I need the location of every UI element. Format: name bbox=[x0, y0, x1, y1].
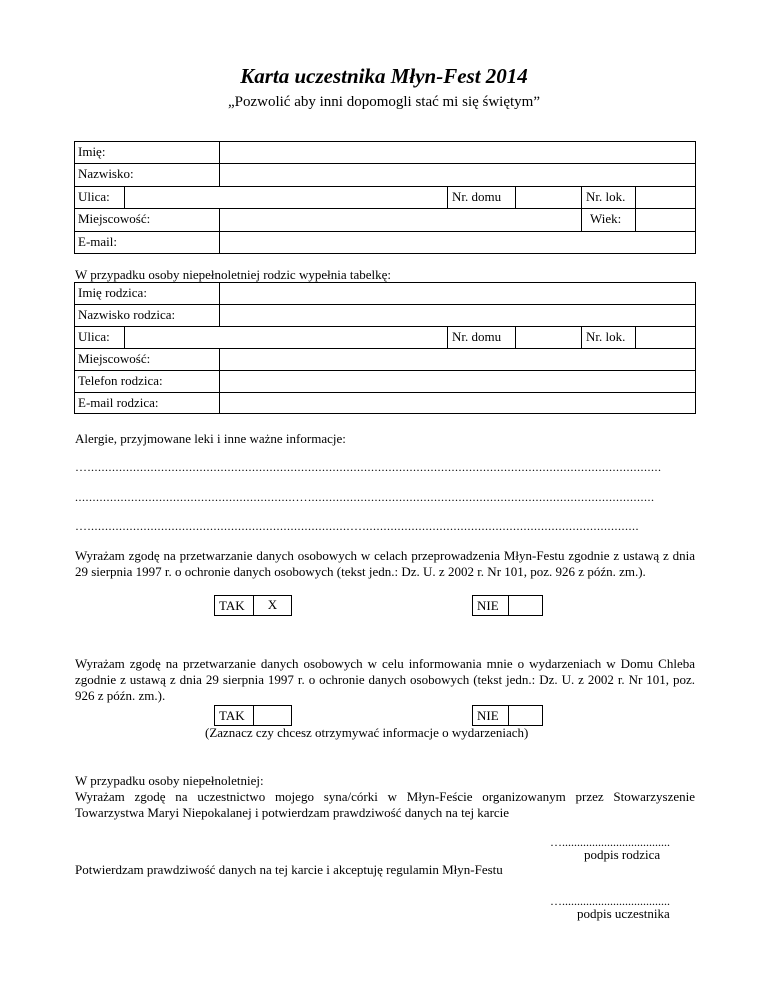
participant-signature-line[interactable]: ….................................... bbox=[550, 894, 670, 908]
page-title: Karta uczestnika Młyn-Fest 2014 bbox=[240, 64, 528, 88]
allergies-label: Alergie, przyjmowane leki i inne ważne informacje: bbox=[75, 431, 346, 446]
house-number-label: Nr. domu bbox=[452, 189, 502, 204]
participant-confirm-text: Potwierdzam prawdziwość danych na tej karcie i akceptuję regulamin Młyn-Festu bbox=[75, 862, 503, 877]
allergies-line-2[interactable]: ...............................................................…................................................................................................... bbox=[75, 490, 655, 504]
participant-signature-label: podpis uczestnika bbox=[577, 906, 670, 921]
minor-consent-heading: W przypadku osoby niepełnoletniej: bbox=[75, 773, 264, 788]
parent-signature-label: podpis rodzica bbox=[584, 847, 661, 862]
allergies-line-3[interactable]: …...........................................................................…............................................................................... bbox=[75, 519, 639, 533]
parent-first-name-label: Imię rodzica: bbox=[78, 285, 147, 300]
consent-2-yes-label: TAK bbox=[219, 708, 245, 723]
consent-2-note: (Zaznacz czy chcesz otrzymywać informacje o wydarzeniach) bbox=[205, 725, 529, 740]
parent-street-label: Ulica: bbox=[78, 329, 110, 344]
parent-house-number-label: Nr. domu bbox=[452, 329, 502, 344]
parent-city-label: Miejscowość: bbox=[78, 351, 151, 366]
city-label: Miejscowość: bbox=[78, 211, 151, 226]
consent-2-no-label: NIE bbox=[477, 708, 499, 723]
parent-apartment-number-label: Nr. lok. bbox=[586, 329, 626, 344]
parent-table-intro: W przypadku osoby niepełnoletniej rodzic wypełnia tabelkę: bbox=[75, 267, 391, 282]
first-name-label: Imię: bbox=[78, 144, 106, 159]
minor-consent-text: Wyrażam zgodę na uczestnictwo mojego syna/córki w Młyn-Feście organizowanym przez Stowarzyszenie Towarzystwa Maryi Niepokalanej i potwierdzam prawdziwość danych na tej karcie bbox=[75, 789, 695, 820]
parent-signature-line[interactable]: ….................................... bbox=[550, 835, 670, 849]
page-subtitle: „Pozwolić aby inni dopomogli stać mi się świętym” bbox=[227, 94, 541, 110]
consent-1-no-label: NIE bbox=[477, 598, 499, 613]
allergies-line-1[interactable]: ….................................................................................................................................................................... bbox=[75, 460, 662, 474]
parent-phone-label: Telefon rodzica: bbox=[78, 373, 163, 388]
parent-last-name-label: Nazwisko rodzica: bbox=[78, 307, 176, 322]
consent-2-text: Wyrażam zgodę na przetwarzanie danych osobowych w celu informowania mnie o wydarzeniach w Domu Chleba zgodnie z ustawą z dnia 29 sierpnia 1997 r. o ochronie danych osobowych (tekst jedn.: Dz. U. z 2002 r. Nr 101, poz. 926 z późn. zm.). bbox=[75, 656, 695, 703]
parent-email-label: E-mail rodzica: bbox=[78, 395, 159, 410]
consent-1-yes-checkbox[interactable]: X bbox=[267, 597, 278, 612]
street-label: Ulica: bbox=[78, 189, 110, 204]
age-label: Wiek: bbox=[590, 211, 622, 226]
consent-1-yes-label: TAK bbox=[219, 598, 245, 613]
last-name-label: Nazwisko: bbox=[78, 166, 134, 181]
email-label: E-mail: bbox=[78, 234, 117, 249]
consent-1-text: Wyrażam zgodę na przetwarzanie danych osobowych w celach przeprowadzenia Młyn-Festu zgodnie z ustawą z dnia 29 sierpnia 1997 r. o ochronie danych osobowych (tekst jedn.: Dz. U. z 2002 r. Nr 101, poz. 926 z późn. zm.). bbox=[75, 548, 695, 579]
apartment-number-label: Nr. lok. bbox=[586, 189, 626, 204]
